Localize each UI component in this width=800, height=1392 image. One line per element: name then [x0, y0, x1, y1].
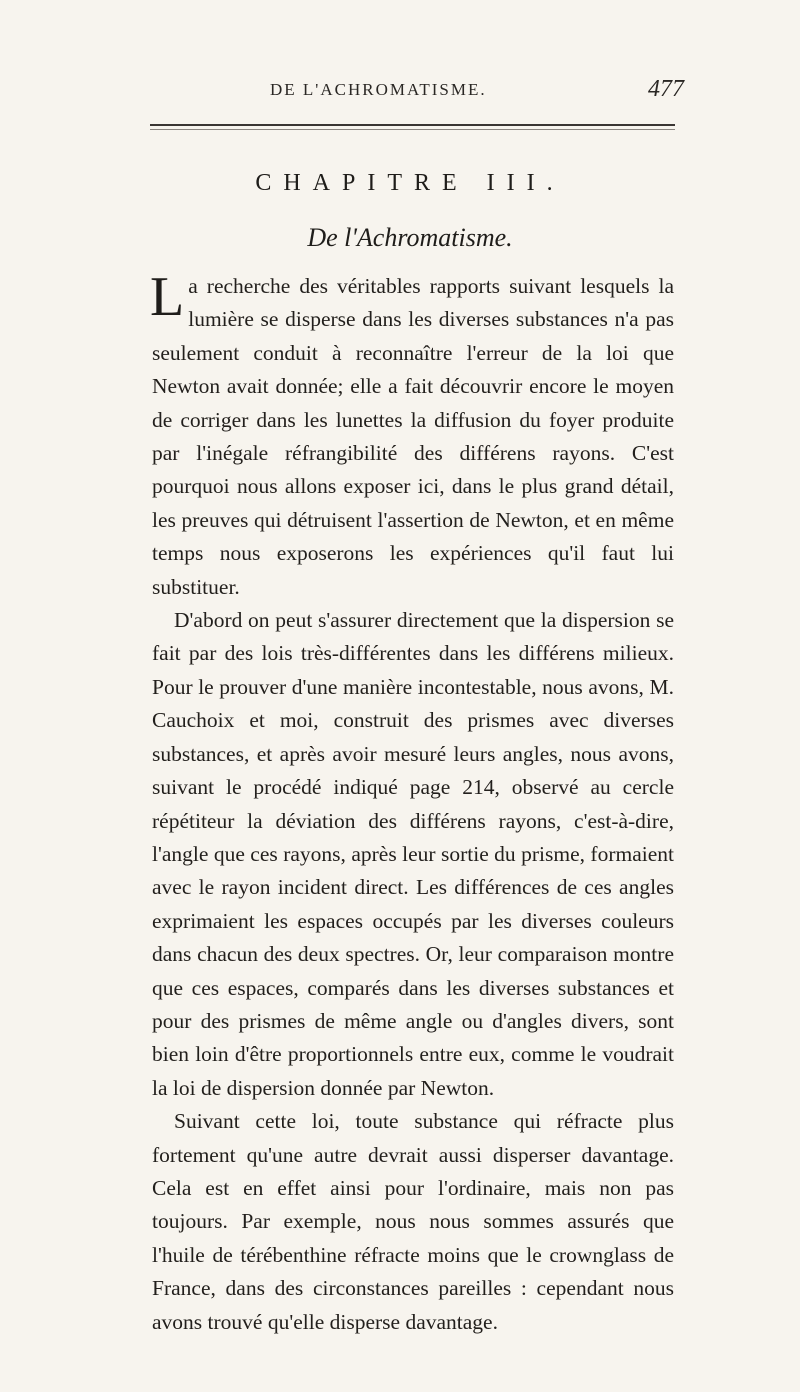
header-rule: [150, 124, 675, 126]
paragraph-1: [150, 266, 674, 604]
chapter-heading: CHAPITRE III.: [255, 170, 565, 196]
page-number: 477: [648, 76, 684, 102]
header-rule-thin: [150, 129, 675, 130]
drop-cap: L: [150, 266, 185, 328]
paragraph-2: D'abord on peut s'assurer directement que la dispersion se fait par des lois très-différentes dans les différens milieux. Pour le prouver d'une manière incontestable, nous avons, M. Cauchoix et moi, construit des prismes avec diverses substances, et après avoir mesuré leurs angles, nous avons, suivant le procédé indiqué page 214, observé au cercle répétiteur la déviation des différens rayons, c'est-à-dire, l'angle que ces rayons, après leur sortie du prisme, formaient avec le rayon incident direct. Les différences de ces angles exprimaient les espaces occupés par les diverses couleurs dans chacun des deux spectres. Or, leur comparaison montre que ces espaces, comparés dans les diverses substances et pour des prismes de même angle ou d'angles divers, sont bien loin d'être proportionnels entre eux, comme le voudrait la loi de dispersion donnée par Newton.: [152, 608, 674, 1100]
running-head: [0, 76, 800, 110]
paragraph-1-text: a recherche des véritables rapports suivant lesquels la lumière se disperse dans les diverses substances n'a pas seulement conduit à reconnaître l'erreur de la loi que Newton avait donnée; elle a fait découvrir encore le moyen de corriger dans les lunettes la diffusion du foyer produite par l'inégale réfrangibilité des différens rayons. C'est pourquoi nous allons exposer ici, dans le plus grand détail, les preuves qui détruisent l'assertion de Newton, et en même temps nous exposerons les expériences qu'il faut lui substituer.: [152, 274, 674, 599]
running-title: DE L'ACHROMATISME.: [270, 80, 487, 99]
chapter-subtitle: De l'Achromatisme.: [307, 223, 513, 252]
paragraph-3: Suivant cette loi, toute substance qui réfracte plus fortement qu'une autre devrait aussi disperser davantage. Cela est en effet ainsi pour l'ordinaire, mais non pas toujours. Par exemple, nous nous sommes assurés que l'huile de térébenthine réfracte moins que le crownglass de France, dans des circonstances pareilles : cependant nous avons trouvé qu'elle disperse davantage.: [152, 1109, 674, 1334]
body-text: [150, 266, 674, 1339]
